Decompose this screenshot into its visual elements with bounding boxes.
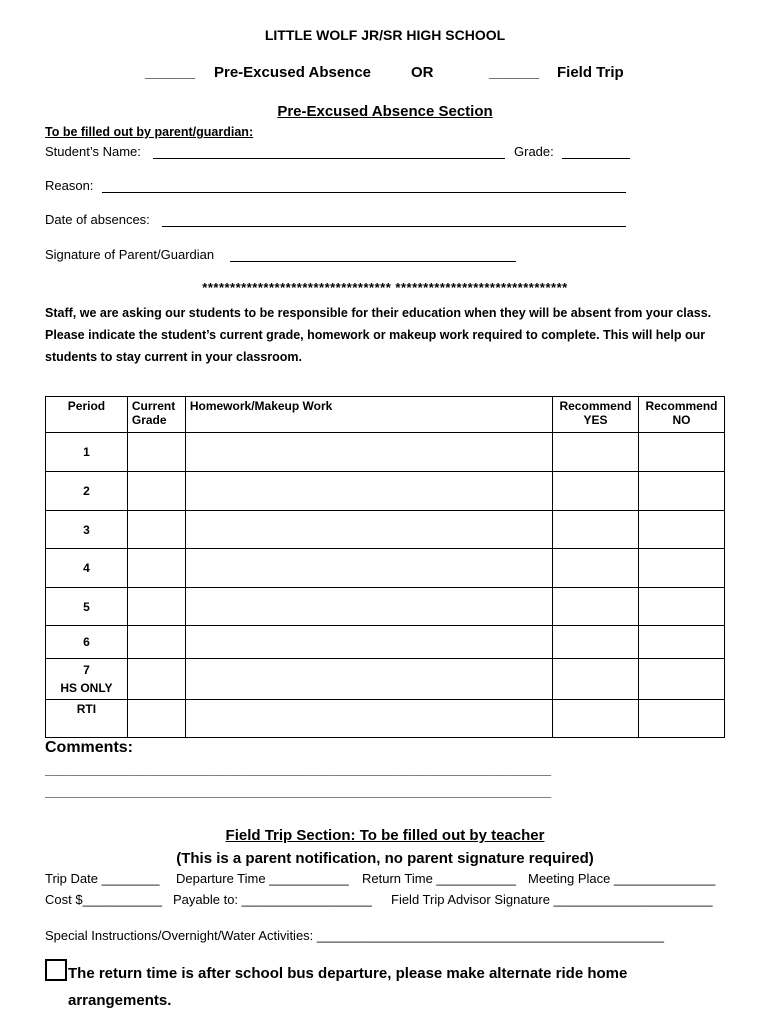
yes-cell[interactable] xyxy=(553,472,639,511)
student-name-label: Student’s Name: xyxy=(45,144,141,159)
period-cell: 6 xyxy=(46,626,128,659)
return-time-field[interactable]: Return Time ___________ xyxy=(362,871,516,886)
trip-date-field[interactable]: Trip Date ________ xyxy=(45,871,160,886)
field-trip-subtitle: (This is a parent notification, no parent signature required) xyxy=(176,850,594,867)
homework-cell[interactable] xyxy=(185,511,552,549)
period-note: HS ONLY xyxy=(60,681,113,695)
signature-label: Signature of Parent/Guardian xyxy=(45,247,215,262)
no-cell[interactable] xyxy=(638,549,724,588)
homework-cell[interactable] xyxy=(185,626,552,659)
yes-cell[interactable] xyxy=(553,588,639,626)
period-cell: 2 xyxy=(46,472,128,511)
reason-label: Reason: xyxy=(45,178,94,193)
field-trip-option: Field Trip xyxy=(557,64,624,81)
table-row xyxy=(46,433,725,472)
no-cell[interactable] xyxy=(638,472,724,511)
field-trip-blank[interactable]: ______ xyxy=(489,64,540,81)
header-recommend-yes: Recommend YES xyxy=(553,397,639,433)
period-cell: RTI xyxy=(46,700,128,738)
yes-cell[interactable] xyxy=(553,659,639,700)
pre-excused-section-title: Pre-Excused Absence Section xyxy=(277,103,493,120)
pre-excused-option: Pre-Excused Absence xyxy=(214,64,372,81)
homework-table xyxy=(45,396,725,738)
period-cell xyxy=(46,659,128,700)
grade-cell[interactable] xyxy=(127,472,185,511)
reason-field[interactable] xyxy=(102,192,626,193)
header-current-grade: Current Grade xyxy=(127,397,185,433)
period-number: 7 xyxy=(83,663,90,677)
table-row xyxy=(46,700,725,738)
grade-cell[interactable] xyxy=(127,626,185,659)
return-time-checkbox[interactable] xyxy=(45,959,67,981)
homework-cell[interactable] xyxy=(185,659,552,700)
table-row xyxy=(46,549,725,588)
advisor-signature-field[interactable]: Field Trip Advisor Signature ______________________ xyxy=(391,892,713,907)
period-cell: 4 xyxy=(46,549,128,588)
header-recommend-no: Recommend NO xyxy=(638,397,724,433)
yes-cell[interactable] xyxy=(553,700,639,738)
yes-cell[interactable] xyxy=(553,626,639,659)
field-trip-section-title: Field Trip Section: To be filled out by teacher xyxy=(225,827,545,844)
meeting-place-field[interactable]: Meeting Place ______________ xyxy=(528,871,716,886)
school-name: LITTLE WOLF JR/SR HIGH SCHOOL xyxy=(264,27,506,43)
period-cell: 1 xyxy=(46,433,128,472)
yes-cell[interactable] xyxy=(553,511,639,549)
departure-time-field[interactable]: Departure Time ___________ xyxy=(176,871,349,886)
divider-stars: ********************************** ******************************* xyxy=(202,280,568,295)
homework-cell[interactable] xyxy=(185,588,552,626)
grade-label: Grade: xyxy=(514,144,554,159)
grade-cell[interactable] xyxy=(127,433,185,472)
grade-cell[interactable] xyxy=(127,659,185,700)
table-row xyxy=(46,626,725,659)
grade-cell[interactable] xyxy=(127,700,185,738)
grade-cell[interactable] xyxy=(127,549,185,588)
comments-label: Comments: xyxy=(45,739,134,756)
homework-cell[interactable] xyxy=(185,700,552,738)
student-name-field[interactable] xyxy=(153,158,505,159)
pre-excused-blank[interactable]: ______ xyxy=(145,64,196,81)
return-time-notice: The return time is after school bus departure, please make alternate ride home arrangements. xyxy=(68,965,628,1009)
yes-cell[interactable] xyxy=(553,433,639,472)
or-label: OR xyxy=(411,64,434,81)
period-cell: 3 xyxy=(46,511,128,549)
grade-cell[interactable] xyxy=(127,511,185,549)
table-row xyxy=(46,588,725,626)
yes-cell[interactable] xyxy=(553,549,639,588)
table-row xyxy=(46,472,725,511)
no-cell[interactable] xyxy=(638,659,724,700)
dates-label: Date of absences: xyxy=(45,212,150,227)
no-cell[interactable] xyxy=(638,626,724,659)
grade-field[interactable] xyxy=(562,158,630,159)
homework-cell[interactable] xyxy=(185,472,552,511)
header-homework: Homework/Makeup Work xyxy=(185,397,552,433)
staff-note: Staff, we are asking our students to be responsible for their education when they will be absent from your class. Please indicate the student’s current grade, homework or makeup work required to complete. This will help our students to stay current in your classroom. xyxy=(45,306,712,364)
table-row xyxy=(46,511,725,549)
no-cell[interactable] xyxy=(638,588,724,626)
parent-signature-field[interactable] xyxy=(230,261,516,262)
period-cell: 5 xyxy=(46,588,128,626)
cost-field[interactable]: Cost $___________ xyxy=(45,892,163,907)
homework-cell[interactable] xyxy=(185,549,552,588)
no-cell[interactable] xyxy=(638,433,724,472)
table-row xyxy=(46,659,725,700)
header-period: Period xyxy=(46,397,128,433)
homework-cell[interactable] xyxy=(185,433,552,472)
payable-to-field[interactable]: Payable to: __________________ xyxy=(173,892,372,907)
comments-line-2[interactable]: ______________________________________________________________________ xyxy=(45,784,552,799)
table-header-row xyxy=(46,397,725,433)
no-cell[interactable] xyxy=(638,511,724,549)
grade-cell[interactable] xyxy=(127,588,185,626)
no-cell[interactable] xyxy=(638,700,724,738)
special-instructions-field[interactable]: Special Instructions/Overnight/Water Activities: ________________________________________________ xyxy=(45,928,664,943)
comments-line-1[interactable]: ______________________________________________________________________ xyxy=(45,762,552,777)
dates-field[interactable] xyxy=(162,226,626,227)
parent-subtitle: To be filled out by parent/guardian: xyxy=(45,125,254,139)
